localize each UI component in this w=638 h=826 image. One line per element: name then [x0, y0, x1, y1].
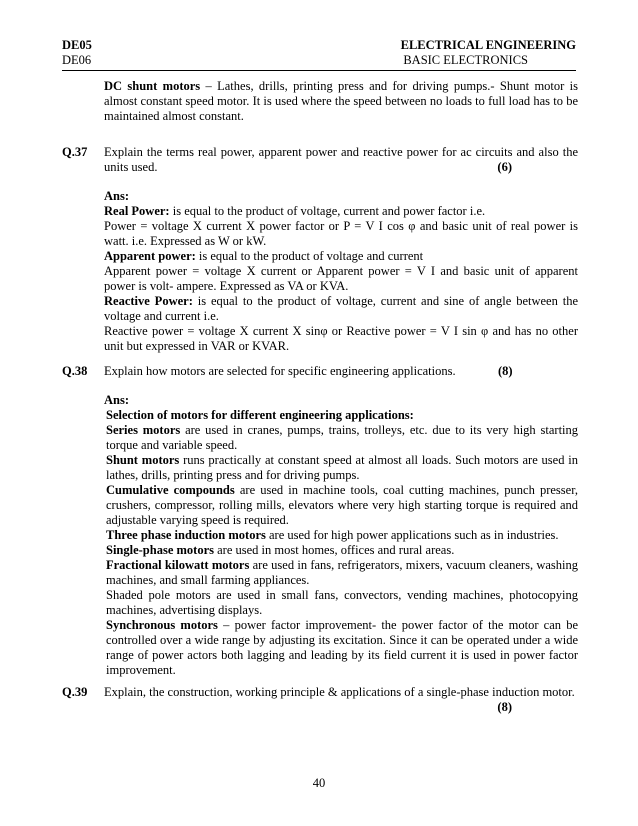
question-38-number: Q.38	[62, 364, 88, 378]
header-code-1: DE05	[62, 38, 92, 52]
reactive-power-term: Reactive Power:	[104, 294, 193, 308]
question-39	[62, 685, 578, 717]
three-phase-term: Three phase induction motors	[106, 528, 266, 542]
fractional-kw-text: are used in fans, refrigerators, mixers, vacuum cleaners, washing machines, and small farming appliances.	[106, 558, 579, 587]
selection-heading: Selection of motors for different engineering applications:	[106, 408, 414, 422]
apparent-power-formula: Apparent power = voltage X current or Apparent power = V I and basic unit of apparent power is volt- ampere. Expressed as VA or KVA.	[104, 264, 578, 293]
question-39-marks: (8)	[497, 700, 512, 714]
real-power-definition: is equal to the product of voltage, current and power factor i.e.	[169, 204, 486, 218]
answer-37	[104, 189, 578, 354]
series-motors-text: are used in cranes, pumps, trains, trolleys, etc. due to its very high starting torque and variable speed.	[106, 423, 579, 452]
header-code-2: DE06	[62, 53, 92, 67]
shunt-motors-text: runs practically at constant speed at almost all loads. Such motors are used in lathes, drills, printing press and for driving pumps.	[106, 453, 578, 482]
question-38-text: Explain how motors are selected for specific engineering applications.	[104, 364, 456, 378]
cumulative-compounds-term: Cumulative compounds	[106, 483, 235, 497]
answer-38-label: Ans:	[104, 393, 130, 407]
reactive-power-formula: Reactive power = voltage X current X sinφ or Reactive power = V I sin φ and has no other unit but expressed in VAR or KVAR.	[104, 324, 578, 353]
question-37	[62, 145, 578, 177]
question-37-marks: (6)	[497, 160, 512, 174]
header-divider	[62, 70, 576, 71]
synchronous-motors-text: – power factor improvement- the power factor of the motor can be controlled over a wide range by adjusting its excitation. Since it can be operated under a wide range of power actors both lagging and leading by its field current it is used in power factor improvement.	[106, 618, 579, 677]
synchronous-motors-term: Synchronous motors	[106, 618, 218, 632]
apparent-power-term: Apparent power:	[104, 249, 196, 263]
question-39-number: Q.39	[62, 685, 88, 699]
apparent-power-definition: is equal to the product of voltage and current	[195, 249, 424, 263]
series-motors-term: Series motors	[106, 423, 181, 437]
question-39-text: Explain, the construction, working principle & applications of a single-phase induction motor.	[104, 685, 575, 699]
fractional-kw-term: Fractional kilowatt motors	[106, 558, 250, 572]
shaded-pole-text: Shaded pole motors are used in small fans, convectors, vending machines, photocopying machines, advertising displays.	[106, 588, 578, 617]
answer-37-label: Ans:	[104, 189, 130, 203]
question-37-number: Q.37	[62, 145, 88, 159]
intro-text: – Lathes, drills, printing press and for driving pumps.- Shunt motor is almost constant speed motor. It is used where the speed between no loads to full load has to be maintained almost constant.	[104, 79, 578, 123]
question-37-prompt: Explain the terms real power, apparent power and reactive power for ac circuits and also the units used.	[104, 145, 578, 174]
reactive-power-definition: is equal to the product of voltage, current and sine of angle between the voltage and current i.e.	[104, 294, 578, 323]
header-subject-2: BASIC ELECTRONICS	[403, 53, 528, 67]
answer-38	[106, 408, 578, 678]
real-power-formula: Power = voltage X current X power factor or P = V I cos φ and basic unit of real power is watt. i.e. Expressed as W or kW.	[104, 219, 578, 248]
single-phase-term: Single-phase motors	[106, 543, 214, 557]
three-phase-text: are used for high power applications such as in industries.	[265, 528, 559, 542]
intro-term: DC shunt motors	[104, 79, 201, 93]
real-power-term: Real Power:	[104, 204, 170, 218]
single-phase-text: are used in most homes, offices and rural areas.	[214, 543, 455, 557]
question-38	[62, 364, 578, 380]
question-38-marks: (8)	[498, 364, 513, 378]
header-subject-1: ELECTRICAL ENGINEERING	[400, 38, 576, 52]
cumulative-compounds-text: are used in machine tools, coal cutting machines, punch presser, crushers, compressor, rolling mills, elevators where very high starting torque is required and adjustable varying speed is required.	[106, 483, 578, 527]
answer-38-label-block	[104, 393, 578, 408]
page-number: 40	[312, 776, 326, 790]
intro-paragraph	[104, 79, 578, 124]
shunt-motors-term: Shunt motors	[106, 453, 180, 467]
